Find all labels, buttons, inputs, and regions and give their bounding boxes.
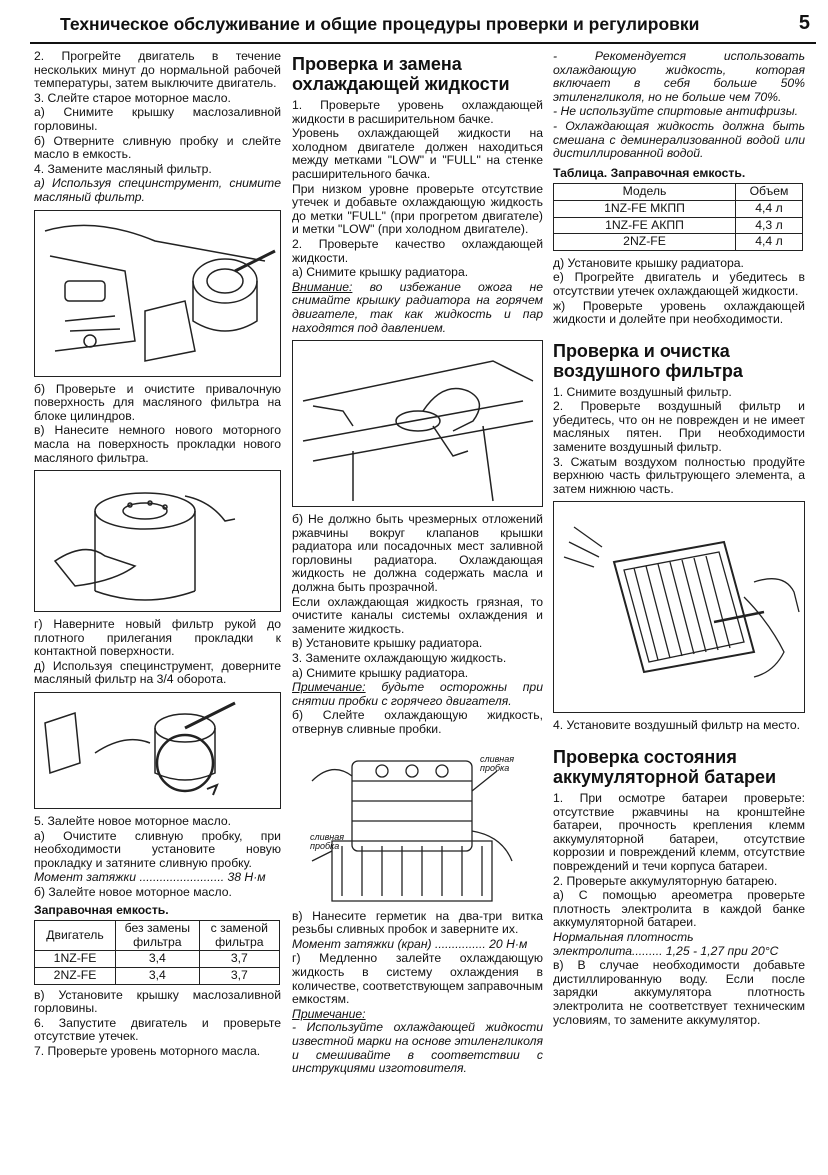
header-cell: Модель <box>554 184 736 201</box>
paragraph: а) Используя специнструмент, снимите масляный фильтр. <box>34 176 281 204</box>
column-1 <box>34 50 281 1060</box>
table-row <box>554 234 803 251</box>
oil-capacity-table <box>34 920 280 984</box>
figure-radiator-cap <box>292 340 543 507</box>
column-3 <box>553 50 805 1028</box>
table-cell: 3,4 <box>116 968 200 985</box>
section-heading: Проверка и очистка воздушного фильтра <box>553 340 743 381</box>
paragraph: 2. Проверьте воздушный фильтр и убедитесь, что он не поврежден и не имеет масляных пятен. При необходимости замените воздушный фильтр. <box>553 399 805 455</box>
note-item: - Рекомендуется использовать охлаждающую жидкость, которая включает в себя больше 50% этиленгликоля, но не больше чем 70%. <box>553 49 805 104</box>
filter-tightening-illustration <box>35 693 280 808</box>
paragraph: в) В случае необходимости добавьте дистиллированную воду. Если после зарядки аккумулятора плотность электролита не соответствует техническим условиям, то замените аккумулятор. <box>553 958 805 1027</box>
paragraph: 4. Установите воздушный фильтр на место. <box>553 718 801 733</box>
paragraph: б) Слейте охлаждающую жидкость, отвернув сливные пробки. <box>292 708 543 736</box>
paragraph: в) Нанесите немного нового моторного масла на поверхность прокладки нового масляного фильтра. <box>34 423 281 465</box>
note-item: - Охлаждающая жидкость должна быть смешана с деминерализованной водой или дистиллированной водой. <box>553 118 805 161</box>
coolant-capacity-table <box>553 183 803 250</box>
paragraph: б) Залейте новое моторное масло. <box>34 885 232 900</box>
table-cell: 3,7 <box>199 951 279 968</box>
warning-text: во избежание ожога не снимайте крышку радиатора на горячем двигателе, так как жидкость и пар находятся под давлением. <box>292 279 543 335</box>
section-heading: Проверка и замена охлаждающей жидкости <box>292 54 510 94</box>
paragraph: При низком уровне проверьте отсутствие утечек и добавьте охлаждающую жидкость до метки "FULL" (при прогретом двигателе) и метки "LOW" (при холодном двигателе). <box>292 181 543 237</box>
header-cell: Объем <box>736 184 803 201</box>
table-cell: 1NZ-FE АКПП <box>554 217 736 234</box>
page-number: 5 <box>798 12 810 34</box>
paragraph: 1. Проверьте уровень охлаждающей жидкости в расширительном бачке. <box>292 98 543 126</box>
table-cell: 1NZ-FE МКПП <box>554 200 736 217</box>
paragraph: 3. Сжатым воздухом полностью продуйте верхнюю часть фильтрующего элемента, а затем нижнюю часть. <box>553 454 805 496</box>
oil-filter-removal-illustration <box>35 211 280 376</box>
table-cell: 2NZ-FE <box>35 968 116 985</box>
paragraph: 1. При осмотре батареи проверьте: отсутствие ржавчины на кронштейне батареи, прочность крепления клемм аккумуляторной батареи, отсутствие коррозии и повреждений клемм, отсутствие повреждений и течи корпуса батареи. <box>553 791 805 873</box>
paragraph: б) Отверните сливную пробку и слейте масло в емкость. <box>34 133 281 162</box>
drain-plug-label-top: сливная пробка <box>480 753 515 773</box>
warning-note <box>292 281 543 335</box>
header-cell: Двигатель <box>35 921 116 951</box>
paragraph: 7. Проверьте уровень моторного масла. <box>34 1043 261 1058</box>
table-cell: 4,4 л <box>736 200 803 217</box>
table-row <box>35 951 280 968</box>
warning-label: Внимание: <box>292 279 353 294</box>
paragraph: Если охлаждающая жидкость грязная, то очистите каналы системы охлаждения и замените жидкость. <box>292 594 543 636</box>
paragraph: г) Наверните новый фильтр рукой до плотного прилегания прокладки к контактной поверхности. <box>34 617 281 659</box>
paragraph: 2. Прогрейте двигатель в течение нескольких минут до нормальной рабочей температуры, затем выключите двигатель. <box>34 49 281 91</box>
torque-spec: Момент затяжки (кран) ............... 20 Н·м <box>292 936 528 951</box>
table-cell: 2NZ-FE <box>554 234 736 251</box>
paragraph: е) Прогрейте двигатель и убедитесь в отсутствии утечек охлаждающей жидкости. <box>553 270 805 298</box>
section-heading: Проверка состояния аккумуляторной батареи <box>553 747 777 788</box>
air-filter-blowing-illustration <box>554 502 804 712</box>
header-cell: с заменой фильтра <box>199 921 279 951</box>
table-title: Заправочная емкость. <box>34 902 169 917</box>
table-row <box>554 217 803 234</box>
figure-air-filter <box>553 501 805 713</box>
paragraph: а) Очистите сливную пробку, при необходимости установите новую прокладку и затяните сливную пробку. <box>34 828 281 870</box>
note-label: Примечание: <box>292 1006 366 1021</box>
note <box>292 681 543 708</box>
header-cell: без замены фильтра <box>116 921 200 951</box>
paragraph: 6. Запустите двигатель и проверьте отсутствие утечек. <box>34 1015 281 1044</box>
paragraph: 5. Залейте новое моторное масло. <box>34 814 232 829</box>
table-row <box>554 200 803 217</box>
table-cell: 3,4 <box>116 951 200 968</box>
figure-gasket-oil <box>34 470 281 612</box>
density-value: электролита......... 1,25 - 1,27 при 20°С <box>553 943 779 958</box>
paragraph: б) Проверьте и очистите привалочную поверхность для масляного фильтра на блоке цилиндров. <box>34 381 281 423</box>
paragraph: б) Не должно быть чрезмерных отложений ржавчины вокруг клапанов крышки радиатора или посадочных мест заливной горловины радиатора. Охлаждающая жидкость не должна содержать масла и должна быть прозрачной. <box>292 512 543 595</box>
paragraph: а) Снимите крышку радиатора. <box>292 265 469 280</box>
note-item: - Не используйте спиртовые антифризы. <box>553 104 799 119</box>
table-cell: 4,4 л <box>736 234 803 251</box>
paragraph: 3. Слейте старое моторное масло. <box>34 90 231 105</box>
paragraph: ж) Проверьте уровень охлаждающей жидкости и долейте при необходимости. <box>553 298 805 327</box>
table-row <box>35 968 280 985</box>
table-cell: 3,7 <box>199 968 279 985</box>
paragraph: а) Снимите крышку радиатора. <box>292 665 469 680</box>
paragraph: Уровень охлаждающей жидкости на холодном двигателе должен находиться между метками "LOW" и "FULL" на стенке расширительного бачка. <box>292 126 543 181</box>
paragraph: 1. Снимите воздушный фильтр. <box>553 384 732 399</box>
paragraph: в) Установите крышку радиатора. <box>292 636 483 651</box>
table-header-row <box>554 184 803 201</box>
torque-spec: Момент затяжки ......................... 38 Н·м <box>34 870 266 885</box>
paragraph: 2. Проверьте аккумуляторную батарею. <box>553 873 778 888</box>
radiator-cap-illustration <box>293 341 542 506</box>
paragraph: в) Установите крышку маслозаливной горловины. <box>34 987 281 1016</box>
table-cell: 1NZ-FE <box>35 951 116 968</box>
table-header-row <box>35 921 280 951</box>
density-label: Нормальная плотность <box>553 929 694 944</box>
note-text: будьте осторожны при снятии пробки с горячего двигателя. <box>292 680 543 708</box>
page-title: Техническое обслуживание и общие процедуры проверки и регулировки <box>60 14 700 34</box>
paragraph: д) Установите крышку радиатора. <box>553 255 744 270</box>
table-title: Таблица. Заправочная емкость. <box>553 165 746 180</box>
note-text: - Используйте охлаждающей жидкости известной марки на основе этиленгликоля и смешивайте в соответствии с инструкциями изготовителя. <box>292 1020 543 1076</box>
paragraph: 2. Проверьте качество охлаждающей жидкости. <box>292 236 543 265</box>
table-cell: 4,3 л <box>736 217 803 234</box>
paragraph: а) С помощью ареометра проверьте плотность электролита в каждой банке аккумуляторной батареи. <box>553 888 805 930</box>
figure-oil-filter-removal <box>34 210 281 377</box>
figure-drain-plugs <box>292 741 543 906</box>
paragraph: д) Используя специнструмент, доверните масляный фильтр на 3/4 оборота. <box>34 658 281 687</box>
filter-gasket-illustration <box>35 471 280 611</box>
paragraph: в) Нанесите герметик на два-три витка резьбы сливных пробок и заверните их. <box>292 908 543 937</box>
figure-filter-tighten <box>34 692 281 809</box>
column-2 <box>292 50 543 1077</box>
paragraph: 3. Замените охлаждающую жидкость. <box>292 651 507 666</box>
paragraph: а) Снимите крышку маслозаливной горловины. <box>34 105 281 133</box>
drain-plug-label-left: сливная пробка <box>310 831 345 851</box>
page-header <box>30 14 816 44</box>
note-label: Примечание: <box>292 680 366 695</box>
paragraph: г) Медленно залейте охлаждающую жидкость в систему охлаждения в количестве, соответствующем заправочным емкостям. <box>292 951 543 1007</box>
paragraph: 4. Замените масляный фильтр. <box>34 161 212 176</box>
